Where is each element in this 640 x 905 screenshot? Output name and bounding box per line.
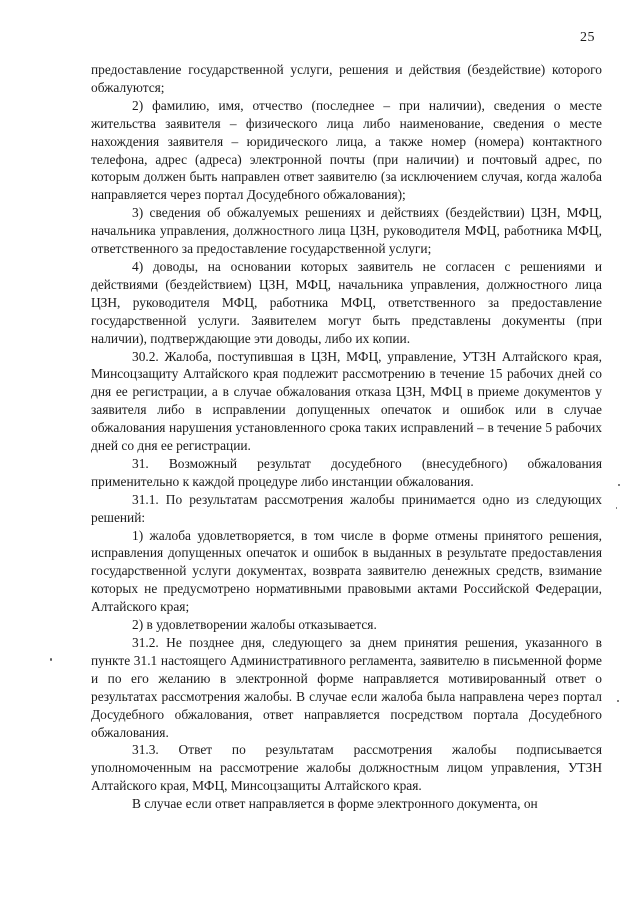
paragraph-31-3: 31.3. Ответ по результатам рассмотрения жалобы подписывается уполномоченным на рассмотрение жалобы должностным лицом управления, УТЗН Алтайского края, МФЦ, Минсоцзащиты Алтайского края. — [91, 742, 602, 794]
scan-speck — [617, 700, 619, 702]
scan-speck — [50, 658, 52, 661]
paragraph-item-2: 2) фамилию, имя, отчество (последнее – при наличии), сведения о месте жительства заявителя – физического лица либо наименование, сведения о месте нахождения заявителя – юридического лица, а также номер (номера) контактного телефона, адрес (адреса) электронной почты (при наличии) и почтовый адрес, по которым должен быть направлен ответ заявителю (за исключением случая, когда жалоба направляется через портал Досудебного обжалования); — [91, 97, 602, 203]
paragraph-30-2: 30.2. Жалоба, поступившая в ЦЗН, МФЦ, управление, УТЗН Алтайского края, Минсоцзащиту Алтайского края подлежит рассмотрению в течение 15 рабочих дней со дня ее регистрации, а в случае обжалования отказа ЦЗН, МФЦ в приеме документов у заявителя либо в исправлении допущенных опечаток и ошибок или в случае обжалования нарушения установленного срока таких исправлений – в течение 5 рабочих дней со дня ее регистрации. — [91, 348, 602, 454]
paragraph-31: 31. Возможный результат досудебного (внесудебного) обжалования применительно к каждой процедуре либо инстанции обжалования. — [91, 455, 602, 489]
paragraph-continuation: предоставление государственной услуги, решения и действия (бездействие) которого обжалуются; — [91, 62, 602, 95]
paragraph-item-4: 4) доводы, на основании которых заявитель не согласен с решениями и действиями (бездействием) ЦЗН, МФЦ, начальника управления, должностного лица ЦЗН, руководителя МФЦ, работника МФЦ, ответственного за предоставление государственной услуги. Заявителем могут быть представлены документы (при наличии), подтверждающие эти доводы, либо их копии. — [91, 258, 602, 346]
page-number: 25 — [580, 30, 595, 45]
scan-speck — [618, 484, 620, 486]
paragraph-decision-1: 1) жалоба удовлетворяется, в том числе в форме отмены принятого решения, исправления допущенных опечаток и ошибок в выданных в результате предоставления государственной услуги документах, возврата заявителю денежных средств, взимание которых не предусмотрено нормативными правовыми актами Российской Федерации, Алтайского края; — [91, 527, 602, 615]
paragraph-31-2: 31.2. Не позднее дня, следующего за днем принятия решения, указанного в пункте 31.1 настоящего Административного регламента, заявителю в письменной форме и по его желанию в электронной форме направляется мотивированный ответ о результатах рассмотрения жалобы. В случае если жалоба была направлена через портал Досудебного обжалования, ответ направляется посредством портала Досудебного обжалования. — [91, 635, 602, 740]
paragraph-31-1: 31.1. По результатам рассмотрения жалобы принимается одно из следующих решений: — [91, 491, 602, 525]
paragraph-item-3: 3) сведения об обжалуемых решениях и действиях (бездействии) ЦЗН, МФЦ, начальника управления, должностного лица ЦЗН, руководителя МФЦ, работника МФЦ, ответственного за предоставление государственной услуги; — [91, 205, 602, 257]
paragraph-decision-2: 2) в удовлетворении жалобы отказывается. — [132, 617, 377, 633]
scan-speck — [616, 507, 617, 509]
paragraph-electronic-response: В случае если ответ направляется в форме электронного документа, он — [132, 796, 538, 812]
document-body — [91, 61, 602, 813]
